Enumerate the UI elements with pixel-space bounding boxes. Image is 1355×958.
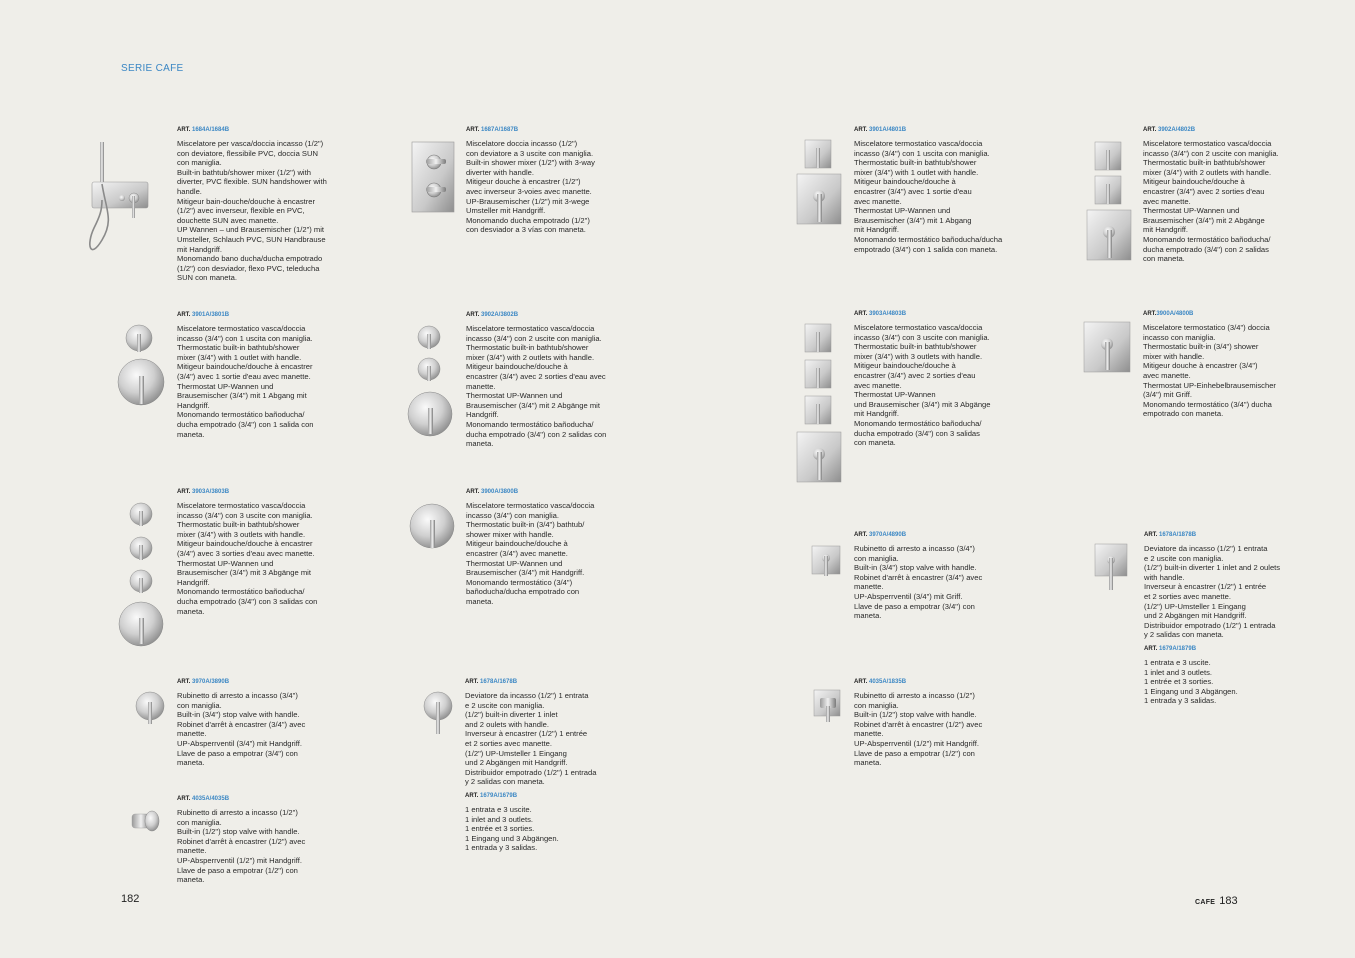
product-description: Miscelatore termostatico vasca/doccia incasso (3/4") con 1 uscita con maniglia. Thermostatic built-in bathtub/shower mixer (3/4") with 1 outlet with handle. Mitigeur baindouche/douche à encastrer (3/4") avec 1 sortie d'eau avec manette. Thermostat UP-Wannen und Brausemischer (3/4") mit 1 Abgang mit Handgriff. Monomando termostático bañoducha/ ducha empotrado (3/4") con 1 salida con maneta. xyxy=(177,324,314,439)
square-thermostatic-shower-image xyxy=(1082,320,1132,374)
product-description: 1 entrata e 3 uscite. 1 inlet and 3 outlets. 1 entrée et 3 sorties. 1 Eingang und 3 Abgängen. 1 entrada y 3 salidas. xyxy=(1144,657,1238,706)
product-description: Deviatore da incasso (1/2") 1 entrata e 2 uscite con maniglia. (1/2") built-in diverter 1 inlet and 2 oulets with handle. Inverseur à encastrer (1/2") 1 entrée et 2 sorties avec manette. (1/2") UP-Umsteller 1 Eingang und 2 Abgängen mit Handgriff. Distribuidor empotrado (1/2") 1 entrada y 2 salidas con maneta. xyxy=(465,691,597,787)
page-number-right: 183 xyxy=(1219,895,1238,907)
article-code: 4035A/1835B xyxy=(869,679,907,685)
product-3902A-4802B: ART. 3902A/4802B Miscelatore termostatico vasca/doccia incasso (3/4") con 2 uscite con maniglia. Thermostatic built-in bathtub/shower mixer (3/4") with 2 outlets with handle. Mitigeur baindouche/douche à encastrer (3/4") avec 2 sorties d'eau avec manette. Thermostat UP-Wannen und Brausemischer (3/4") mit 2 Abgänge mit Handgriff. Monomando termostático bañoducha/ ducha empotrado (3/4") con 2 salidas con maneta. xyxy=(1143,126,1323,264)
sub-variant: ART. 1679A/1879B 1 entrata e 3 uscite. 1 inlet and 3 outlets. 1 entrée et 3 sorties. 1 Eingang und 3 Abgängen. 1 entrada y 3 salidas. xyxy=(1144,645,1324,706)
product-description: Miscelatore termostatico (3/4") doccia incasso con maniglia. Thermostatic built-in (3/4") shower mixer with handle. Mitigeur douche à encastrer (3/4") avec manette. Thermostat UP-Einhebelbrausemischer (3/4") mit Griff. Monomando termostático (3/4") ducha empotrado con maneta. xyxy=(1143,323,1276,419)
cylindrical-stop-valve-image xyxy=(130,808,166,836)
page-number-left: 182 xyxy=(121,893,140,905)
product-description: Miscelatore termostatico vasca/doccia incasso (3/4") con 3 uscite con maniglia. Thermostatic built-in bathtub/shower mixer (3/4") with 3 outlets with handle. Mitigeur baindouche/douche à encastrer (3/4") avec 3 sorties d'eau avec manette. Thermostat UP-Wannen und Brausemischer (3/4") mit 3 Abgänge mit Handgriff. Monomando termostático bañoducha/ ducha empotrado (3/4") con 3 salidas con maneta. xyxy=(177,501,318,616)
product-3901A-3801B: ART. 3901A/3801B Miscelatore termostatico vasca/doccia incasso (3/4") con 1 uscita con maniglia. Thermostatic built-in bathtub/shower mixer (3/4") with 1 outlet with handle. Mitigeur baindouche/douche à encastrer (3/4") avec 1 sortie d'eau avec manette. Thermostat UP-Wannen und Brausemischer (3/4") mit 1 Abgang mit Handgriff. Monomando termostático bañoducha/ ducha empotrado (3/4") con 1 salida con maneta. xyxy=(177,311,352,439)
article-code: 3901A/3801B xyxy=(192,312,230,318)
product-1678A-1878B: ART. 1678A/1878B Deviatore da incasso (1/2") 1 entrata e 2 uscite con maniglia. (1/2") built-in diverter 1 inlet and 2 oulets with handle. Inverseur à encastrer (1/2") 1 entrée et 2 sorties avec manette. (1/2") UP-Umsteller 1 Eingang und 2 Abgängen mit Handgriff. Distribuidor empotrado (1/2") 1 entrada y 2 salidas con maneta. ART. 1679A/1879B 1 entrata e 3 uscite. 1 inlet and 3 outlets. 1 entrée et 3 sorties. 1 Eingang und 3 Abgängen. 1 entrada y 3 salidas. xyxy=(1144,531,1324,706)
product-4035A-1835B: ART. 4035A/1835B Rubinetto di arresto a incasso (1/2") con maniglia. Built-in (1/2") stop valve with handle. Robinet d'arrêt à encastrer (1/2") avec manette. UP-Absperrventil (1/2") mit Handgriff. Llave de paso a empotrar (1/2") con maneta. xyxy=(854,678,1034,768)
product-4035A-4035B: ART. 4035A/4035B Rubinetto di arresto a incasso (1/2") con maniglia. Built-in (1/2") stop valve with handle. Robinet d'arrêt à encastrer (1/2") avec manette. UP-Absperrventil (1/2") mit Handgriff. Llave de paso a empotrar (1/2") con maneta. xyxy=(177,795,352,885)
square-stop-valve-image xyxy=(808,542,844,578)
product-1678A-1678B: ART. 1678A/1678B Deviatore da incasso (1/2") 1 entrata e 2 uscite con maniglia. (1/2") built-in diverter 1 inlet and 2 oulets with handle. Inverseur à encastrer (1/2") 1 entrée et 2 sorties avec manette. (1/2") UP-Umsteller 1 Eingang und 2 Abgängen mit Handgriff. Distribuidor empotrado (1/2") 1 entrada y 2 salidas con maneta. ART. 1679A/1679B 1 entrata e 3 uscite. 1 inlet and 3 outlets. 1 entrée et 3 sorties. 1 Eingang und 3 Abgängen. 1 entrada y 3 salidas. xyxy=(465,678,640,853)
product-description: Miscelatore termostatico vasca/doccia incasso (3/4") con 2 uscite con maniglia. Thermostatic built-in bathtub/shower mixer (3/4") with 2 outlets with handle. Mitigeur baindouche/douche à encastrer (3/4") avec 2 sorties d'eau avec manette. Thermostat UP-Wannen und Brausemischer (3/4") mit 2 Abgänge mit Handgriff. Monomando termostático bañoducha/ ducha empotrado (3/4") con 2 salidas con maneta. xyxy=(466,324,607,449)
product-1687A: ART. 1687A/1687B Miscelatore doccia incasso (1/2") con deviatore a 3 uscite con maniglia. Built-in shower mixer (1/2") with 3-way diverter with handle. Mitigeur douche à encastrer (1/2") avec inverseur 3-voies avec manette. UP-Brausemischer (1/2") mit 3-wege Umsteller mit Handgriff. Monomando ducha empotrado (1/2") con desviador a 3 vías con maneta. xyxy=(466,126,641,235)
product-1684A: ART. 1684A/1684B Miscelatore per vasca/doccia incasso (1/2") con deviatore, flessibile PVC, doccia SUN con maniglia. Built-in bathtub/shower mixer (1/2") with diverter, PVC flexible. SUN handshower with handle. Mitigeur bain-douche/douche à encastrer (1/2") avec inverseur, flexible en PVC, douchette SUN avec manette. UP Wannen – und Brausemischer (1/2") mit Umsteller, Schlauch PVC, SUN Handbrause mit Handgriff. Monomando bano ducha/ducha empotrado (1/2") con desviador, flexo PVC, teleducha SUN con maneta. xyxy=(177,126,352,283)
article-code: 3900A/3800B xyxy=(481,489,519,495)
article-code: 1679A/1679B xyxy=(480,792,518,799)
article-code: 1678A/1678B xyxy=(480,679,518,685)
square-thermostatic-1-outlet-image xyxy=(795,138,843,228)
product-description: Miscelatore doccia incasso (1/2") con deviatore a 3 uscite con maniglia. Built-in shower mixer (1/2") with 3-way diverter with handle. Mitigeur douche à encastrer (1/2") avec inverseur 3-voies avec manette. UP-Brausemischer (1/2") mit 3-wege Umsteller mit Handgriff. Monomando ducha empotrado (1/2") con desviador a 3 vías con maneta. xyxy=(466,139,595,235)
product-description: Miscelatore termostatico vasca/doccia incasso (3/4") con 3 uscite con maniglia. Thermostatic built-in bathtub/shower mixer (3/4") with 3 outlets with handle. Mitigeur baindouche/douche à encastrer (3/4") avec 2 sorties d'eau avec manette. Thermostat UP-Wannen und Brausemischer (3/4") mit 3 Abgänge mit Handgriff. Monomando termostático bañoducha/ ducha empotrado (3/4") con 3 salidas con maneta. xyxy=(854,323,991,448)
sub-variant: ART. 1679A/1679B 1 entrata e 3 uscite. 1 inlet and 3 outlets. 1 entrée et 3 sorties. 1 Eingang und 3 Abgängen. 1 entrada y 3 salidas. xyxy=(465,792,640,853)
square-thermostatic-2-outlets-image xyxy=(1085,140,1133,264)
article-code: 3970A/3890B xyxy=(192,679,230,685)
article-code: 1679A/1879B xyxy=(1159,645,1197,652)
square-thermostatic-3-outlets-image xyxy=(795,322,843,486)
page-footer-right xyxy=(1195,895,1238,907)
round-thermostatic-2-outlets-image xyxy=(407,322,457,440)
product-3900A-3800B: ART. 3900A/3800B Miscelatore termostatico vasca/doccia incasso (3/4") con maniglia. Thermostatic built-in (3/4") bathtub/ shower mixer with handle. Mitigeur baindouche/douche à encastrer (3/4") avec manette. Thermostat UP-Wannen und Brausemischer (3/4") mit Handgriff. Monomando termostático (3/4") bañoducha/ducha empotrado con maneta. xyxy=(466,488,641,607)
round-thermostatic-shower-image xyxy=(408,500,458,552)
article-code: 4035A/4035B xyxy=(192,796,230,802)
product-3900A-4800B: ART.3900A/4800B Miscelatore termostatico (3/4") doccia incasso con maniglia. Thermostatic built-in (3/4") shower mixer with handle. Mitigeur douche à encastrer (3/4") avec manette. Thermostat UP-Einhebelbrausemischer (3/4") mit Griff. Monomando termostático (3/4") ducha empotrado con maneta. xyxy=(1143,310,1323,419)
product-description: Rubinetto di arresto a incasso (1/2") con maniglia. Built-in (1/2") stop valve with handle. Robinet d'arrêt à encastrer (1/2") avec manette. UP-Absperrventil (1/2") mit Handgriff. Llave de paso a empotrar (1/2") con maneta. xyxy=(854,691,983,768)
product-3901A-4801B: ART. 3901A/4801B Miscelatore termostatico vasca/doccia incasso (3/4") con 1 uscita con maniglia. Thermostatic built-in bathtub/shower mixer (3/4") with 1 outlet with handle. Mitigeur baindouche/douche à encastrer (3/4") avec 1 sortie d'eau avec manette. Thermostat UP-Wannen und Brausemischer (3/4") mit 1 Abgang mit Handgriff. Monomando termostático bañoducha/ducha empotrado (3/4") con 1 salida con maneta. xyxy=(854,126,1034,254)
product-3970A-3890B: ART. 3970A/3890B Rubinetto di arresto a incasso (3/4") con maniglia. Built-in (3/4") stop valve with handle. Robinet d'arrêt à encastrer (3/4") avec manette. UP-Absperrventil (3/4") mit Handgriff. Llave de paso a empotrar (3/4") con maneta. xyxy=(177,678,352,768)
article-code: 3902A/4802B xyxy=(1158,127,1196,133)
product-3970A-4890B: ART. 3970A/4890B Rubinetto di arresto a incasso (3/4") con maniglia. Built-in (3/4") stop valve with handle. Robinet d'arrêt à encastrer (3/4") avec manette. UP-Absperrventil (3/4") mit Griff. Llave de paso a empotrar (3/4") con maneta. xyxy=(854,531,1034,621)
square-small-stop-valve-image xyxy=(810,688,844,724)
round-stop-valve-image xyxy=(132,690,168,726)
section-label: CAFE xyxy=(1195,899,1216,906)
product-3903A-3803B: ART. 3903A/3803B Miscelatore termostatico vasca/doccia incasso (3/4") con 3 uscite con maniglia. Thermostatic built-in bathtub/shower mixer (3/4") with 3 outlets with handle. Mitigeur baindouche/douche à encastrer (3/4") avec 3 sorties d'eau avec manette. Thermostat UP-Wannen und Brausemischer (3/4") mit 3 Abgänge mit Handgriff. Monomando termostático bañoducha/ ducha empotrado (3/4") con 3 salidas con maneta. xyxy=(177,488,352,616)
product-description: Rubinetto di arresto a incasso (1/2") con maniglia. Built-in (1/2") stop valve with handle. Robinet d'arrêt à encastrer (1/2") avec manette. UP-Absperrventil (1/2") mit Handgriff. Llave de paso a empotrar (1/2") con maneta. xyxy=(177,808,306,885)
product-description: Miscelatore per vasca/doccia incasso (1/2") con deviatore, flessibile PVC, doccia SUN con maniglia. Built-in bathtub/shower mixer (1/2") with diverter, PVC flexible. SUN handshower with handle. Mitigeur bain-douche/douche à encastrer (1/2") avec inverseur, flexible en PVC, douchette SUN avec manette. UP Wannen – und Brausemischer (1/2") mit Umsteller, Schlauch PVC, SUN Handbrause mit Handgriff. Monomando bano ducha/ducha empotrado (1/2") con desviador, flexo PVC, teleducha SUN con maneta. xyxy=(177,139,327,283)
round-thermostatic-3-outlets-image xyxy=(117,498,167,650)
article-code: 3903A/3803B xyxy=(192,489,230,495)
article-code: 3901A/4801B xyxy=(869,127,907,133)
product-description: Rubinetto di arresto a incasso (3/4") con maniglia. Built-in (3/4") stop valve with handle. Robinet d'arrêt à encastrer (3/4") avec manette. UP-Absperrventil (3/4") mit Handgriff. Llave de paso a empotrar (3/4") con maneta. xyxy=(177,691,306,768)
article-code: 3900A/4800B xyxy=(1156,311,1194,317)
square-diverter-image xyxy=(1093,542,1129,592)
product-description: Miscelatore termostatico vasca/doccia incasso (3/4") con 2 uscite con maniglia. Thermostatic built-in bathtub/shower mixer (3/4") with 2 outlets with handle. Mitigeur baindouche/douche à encastrer (3/4") avec 2 sorties d'eau avec manette. Thermostat UP-Wannen und Brausemischer (3/4") mit 2 Abgänge mit Handgriff. Monomando termostático bañoducha/ ducha empotrado (3/4") con 2 salidas con maneta. xyxy=(1143,139,1279,264)
article-code: 1687A/1687B xyxy=(481,127,519,133)
product-3902A-3802B: ART. 3902A/3802B Miscelatore termostatico vasca/doccia incasso (3/4") con 2 uscite con maniglia. Thermostatic built-in bathtub/shower mixer (3/4") with 2 outlets with handle. Mitigeur baindouche/douche à encastrer (3/4") avec 2 sorties d'eau avec manette. Thermostat UP-Wannen und Brausemischer (3/4") mit 2 Abgänge mit Handgriff. Monomando termostático bañoducha/ ducha empotrado (3/4") con 2 salidas con maneta. xyxy=(466,311,641,449)
product-description: Deviatore da incasso (1/2") 1 entrata e 2 uscite con maniglia. (1/2") built-in diverter 1 inlet and 2 oulets with handle. Inverseur à encastrer (1/2") 1 entrée et 2 sorties avec manette. (1/2") UP-Umsteller 1 Eingang und 2 Abgängen mit Handgriff. Distribuidor empotrado (1/2") 1 entrada y 2 salidas con maneta. xyxy=(1144,544,1281,640)
article-code: 3902A/3802B xyxy=(481,312,519,318)
article-code: 1684A/1684B xyxy=(192,127,230,133)
round-diverter-image xyxy=(420,690,456,736)
product-description: Miscelatore termostatico vasca/doccia incasso (3/4") con 1 uscita con maniglia. Thermostatic built-in bathtub/shower mixer (3/4") with 1 outlet with handle. Mitigeur baindouche/douche à encastrer (3/4") avec 1 sortie d'eau avec manette. Thermostat UP-Wannen und Brausemischer (3/4") mit 1 Abgang mit Handgriff. Monomando termostático bañoducha/ducha empotrado (3/4") con 1 salida con maneta. xyxy=(854,139,1003,254)
product-description: Rubinetto di arresto a incasso (3/4") con maniglia. Built-in (3/4") stop valve with handle. Robinet d'arrêt à encastrer (3/4") avec manette. UP-Absperrventil (3/4") mit Griff. Llave de paso a empotrar (3/4") con maneta. xyxy=(854,544,983,621)
article-code: 3903A/4803B xyxy=(869,311,907,317)
article-code: 1678A/1878B xyxy=(1159,532,1197,538)
article-code: 3970A/4890B xyxy=(869,532,907,538)
shower-mixer-with-handshower-image xyxy=(84,140,168,265)
product-description: 1 entrata e 3 uscite. 1 inlet and 3 outlets. 1 entrée et 3 sorties. 1 Eingang und 3 Abgängen. 1 entrada y 3 salidas. xyxy=(465,804,559,853)
product-description: Miscelatore termostatico vasca/doccia incasso (3/4") con maniglia. Thermostatic built-in (3/4") bathtub/ shower mixer with handle. Mitigeur baindouche/douche à encastrer (3/4") avec manette. Thermostat UP-Wannen und Brausemischer (3/4") mit Handgriff. Monomando termostático (3/4") bañoducha/ducha empotrado con maneta. xyxy=(466,501,595,606)
product-3903A-4803B: ART. 3903A/4803B Miscelatore termostatico vasca/doccia incasso (3/4") con 3 uscite con maniglia. Thermostatic built-in bathtub/shower mixer (3/4") with 3 outlets with handle. Mitigeur baindouche/douche à encastrer (3/4") avec 2 sorties d'eau avec manette. Thermostat UP-Wannen und Brausemischer (3/4") mit 3 Abgänge mit Handgriff. Monomando termostático bañoducha/ ducha empotrado (3/4") con 3 salidas con maneta. xyxy=(854,310,1034,448)
square-shower-mixer-image xyxy=(410,140,458,214)
round-thermostatic-1-outlet-image xyxy=(117,320,167,410)
series-title: SERIE CAFE xyxy=(121,63,184,74)
